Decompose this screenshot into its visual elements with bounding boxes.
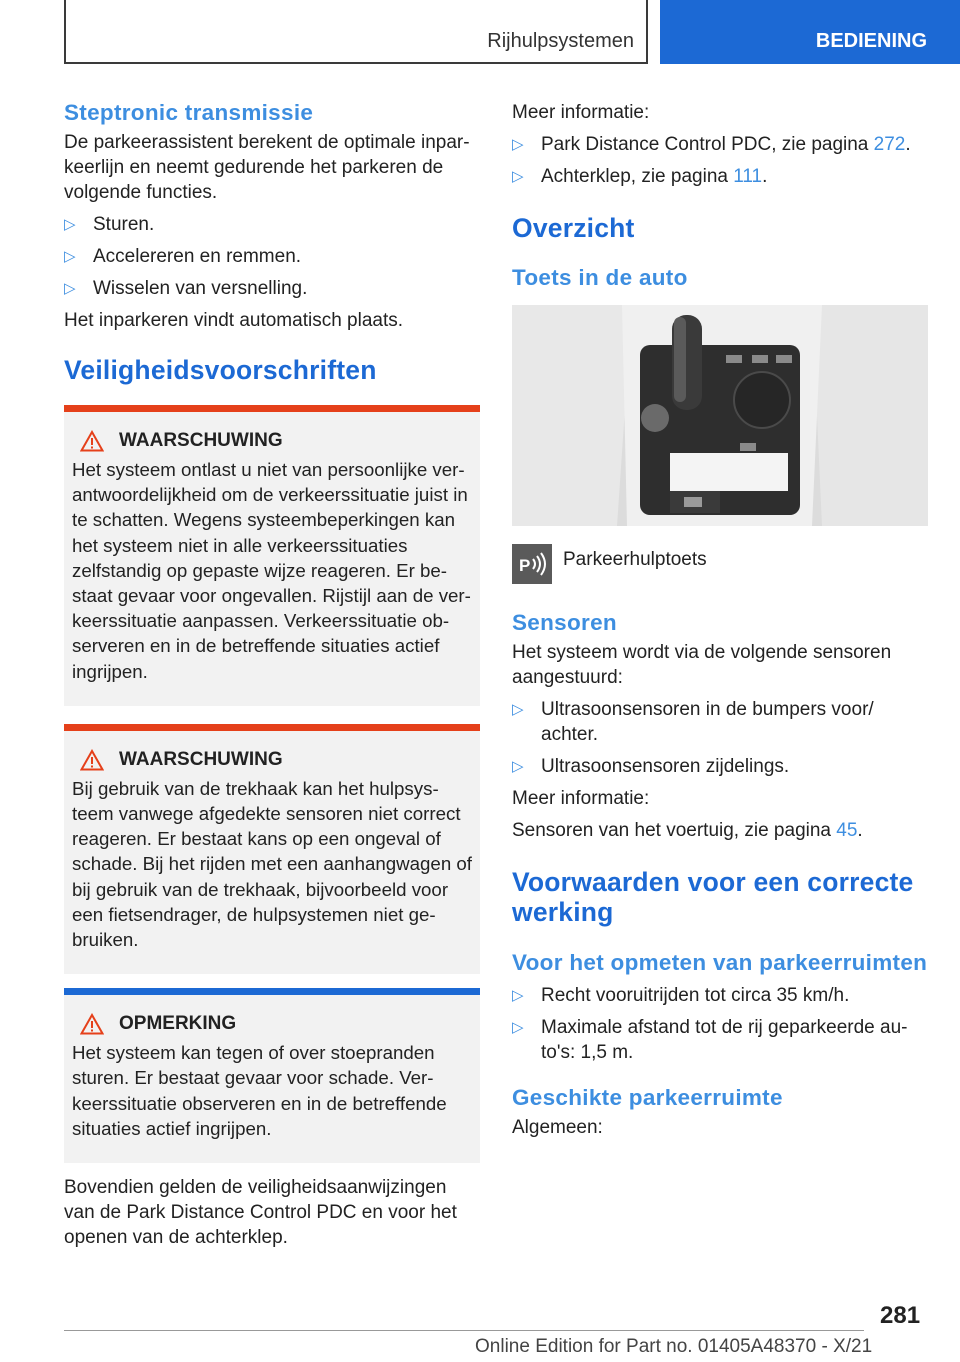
triangle-bullet-icon: ▷ [64,280,76,297]
note-text: Het systeem kan tegen of over stoepranden sturen. Er bestaat gevaar voor schade. Ver-keerssituatie observeren en in de betreffende situaties actief ingrijpen. [72,1042,447,1139]
sensors-more-info: Meer informatie: [512,788,650,809]
note-box [64,988,480,1163]
warning-title: WAARSCHUWING [119,430,283,451]
heading-steptronic: Steptronic transmissie [64,100,314,125]
measure-list [512,983,928,1065]
chapter-tab-label: BEDIENING [815,30,927,52]
list-item: ▷ Achterklep, zie pagina 111. [512,166,768,187]
sensors-intro: Het systeem wordt via de volgende sensoren aangestuurd: [512,642,892,688]
park-assist-button-icon [512,544,552,584]
steptronic-outro: Het inparkeren vindt automatisch plaats. [64,310,404,331]
heading-button-in-car: Toets in de auto [512,265,688,290]
heading-measure-spaces: Voor het opmeten van parkeerruimten [512,950,928,975]
list-item: ▷ Wisselen van versnelling. [64,278,308,299]
list-item: ▷ Maximale afstand tot de rij geparkeerde au-to's: 1,5 m. [512,1017,908,1063]
triangle-bullet-icon: ▷ [64,216,76,233]
center-console-photo [512,305,928,526]
warning-triangle-icon [80,749,104,771]
heading-conditions: Voorwaarden voor een correcte werking [512,867,914,927]
header-section-title: Rijhulpsystemen [487,30,634,52]
reference-list [512,132,928,189]
general-label: Algemeen: [512,1117,603,1138]
right-column [512,100,928,1140]
triangle-bullet-icon: ▷ [512,1019,524,1036]
warning-text: Het systeem ontlast u niet van persoonlijke ver-antwoordelijkheid om de verkeerssituatie juist in te schatten. Wegens systeembeperkingen kan het systeem niet in alle verkeerssituaties zelfstandig op gepaste wijze reageren. Er be-staat gevaar voor ongevallen. Rijstijl aan de ver-keerssituatie aanpassen. Verkeerssituatie ob-serveren en in de betreffende situaties actief ingrijpen. [72,459,471,682]
list-item: ▷ Recht vooruitrijden tot circa 35 km/h. [512,985,850,1006]
page-link[interactable]: 45 [836,820,858,841]
heading-overview: Overzicht [512,213,635,243]
page-link[interactable]: 272 [873,134,906,155]
triangle-bullet-icon: ▷ [512,168,524,185]
legend-row [512,544,928,584]
closing-paragraph: Bovendien gelden de veiligheidsaanwijzingen van de Park Distance Control PDC en voor het openen van de achterklep. [64,1177,457,1249]
triangle-bullet-icon: ▷ [512,136,524,153]
triangle-bullet-icon: ▷ [64,248,76,265]
header-section-box [64,0,648,64]
list-item: ▷ Park Distance Control PDC, zie pagina 272. [512,134,911,155]
warning-header [72,430,472,452]
page-link[interactable]: 111 [733,166,763,187]
warning-box [64,724,480,974]
warning-text: Bij gebruik van de trekhaak kan het hulpsys-teem vanwege afgedekte sensoren niet correct reageren. Er bestaat kans op een ongeval of schade. Bij het rijden met een aanhangwagen of bij gebruik van de trekhaak, bijvoorbeeld voor een fietsendrager, de hulpsystemen niet ge-bruiken. [72,777,472,951]
list-item: ▷ Sturen. [64,214,155,235]
triangle-bullet-icon: ▷ [512,701,524,718]
steptronic-intro: De parkeerassistent berekent de optimale inpar-keerlijn en neemt gedurende het parkeren de volgende functies. [64,132,470,203]
page-number: 281 [880,1302,921,1329]
note-header [72,1013,472,1035]
warning-header [72,749,472,771]
footer-divider [64,1330,864,1331]
warning-triangle-icon [80,430,104,452]
steptronic-list [64,212,480,301]
heading-suitable-space: Geschikte parkeerruimte [512,1085,783,1110]
chapter-tab[interactable] [660,0,960,64]
legend-label: Parkeerhulptoets [563,549,707,570]
warning-box [64,405,480,706]
triangle-bullet-icon: ▷ [512,758,524,775]
caution-triangle-icon [80,1013,104,1035]
triangle-bullet-icon: ▷ [512,987,524,1004]
list-item: ▷ Accelereren en remmen. [64,246,302,267]
more-info-label: Meer informatie: [512,102,650,123]
sensor-list [512,697,928,779]
list-item: ▷ Ultrasoonsensoren zijdelings. [512,756,790,777]
heading-safety: Veiligheidsvoorschriften [64,355,377,385]
warning-title: WAARSCHUWING [119,748,283,770]
list-item: ▷ Ultrasoonsensoren in de bumpers voor/ achter. [512,699,874,745]
sensors-reference: Sensoren van het voertuig, zie pagina 45. [512,820,863,841]
heading-sensors: Sensoren [512,610,617,635]
footer-edition: Online Edition for Part no. 01405A48370 - X/21 [475,1336,873,1357]
note-title: OPMERKING [119,1013,237,1035]
left-column [64,100,480,1250]
svg-text:P: P [519,556,531,575]
